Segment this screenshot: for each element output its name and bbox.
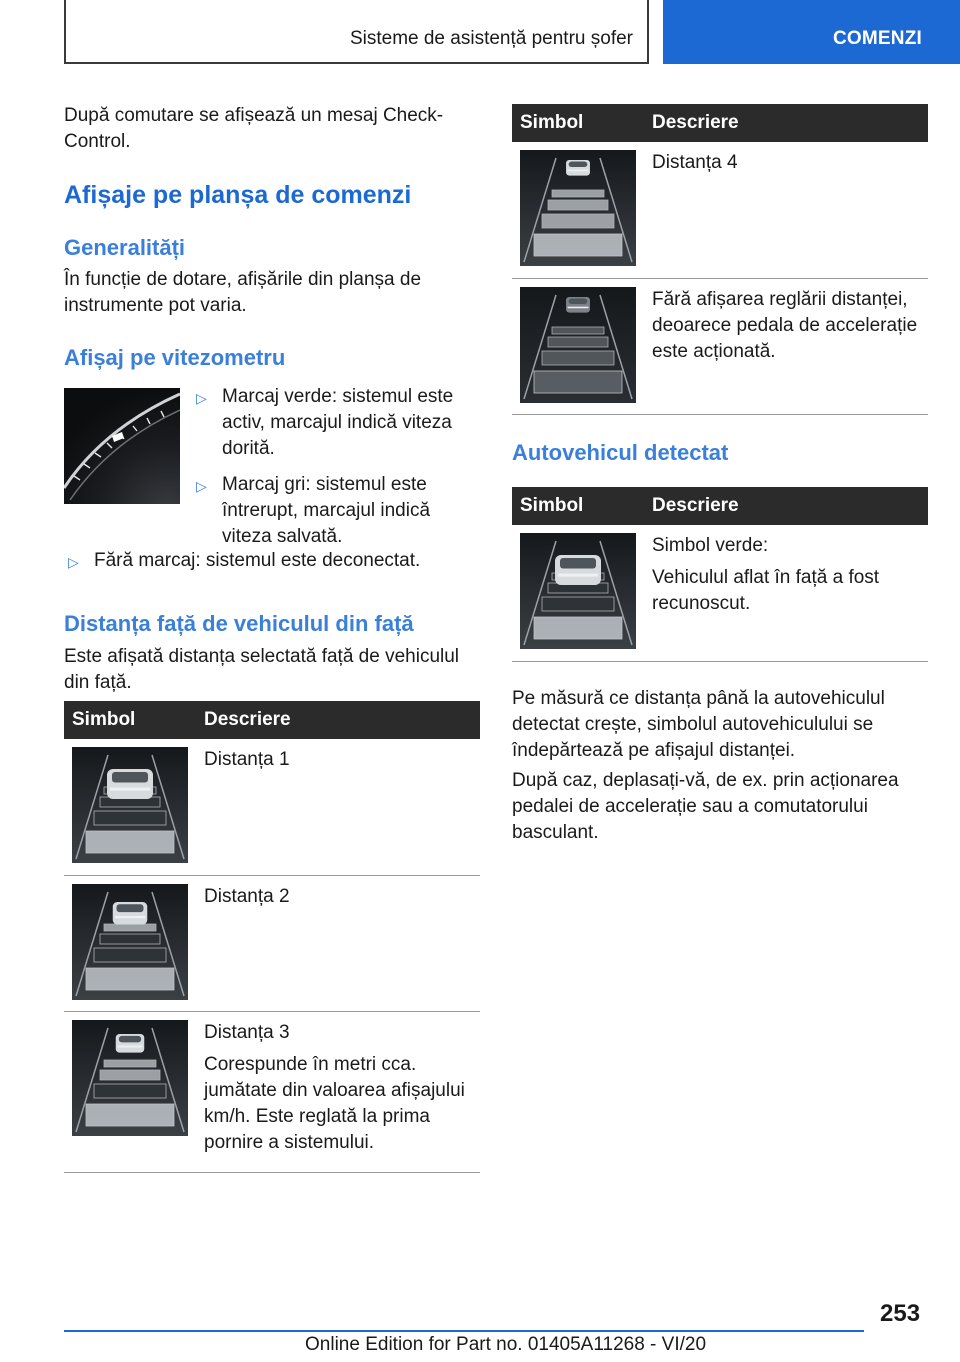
distance-symbol-image: [520, 287, 636, 403]
col-header-description: Descriere: [644, 104, 928, 142]
bullet-no-marker: ▷ Fără marcaj: sistemul este deconectat.: [64, 548, 480, 574]
distance-table-continued: [512, 104, 928, 415]
table-row: [64, 739, 480, 875]
heading-displays: Afișaje pe planșa de comenzi: [64, 181, 412, 209]
row-description: Distanța 4: [652, 152, 738, 173]
table-row: [64, 875, 480, 1011]
detected-table: [512, 487, 928, 662]
row-description: Distanța 2: [204, 885, 290, 907]
bullet-gray-marker: ▷ Marcaj gri: sistemul este întrerupt, marcajul indică viteza salvată.: [196, 474, 431, 547]
footer-edition: Online Edition for Part no. 01405A11268 - VI/20: [305, 1334, 707, 1355]
row-description: Distanța 1: [204, 749, 290, 770]
speedometer-image: [64, 388, 180, 504]
heading-distance: Distanța față de vehiculul din față: [64, 611, 414, 636]
col-header-symbol: Simbol: [512, 487, 644, 525]
distance-symbol-image: [72, 1020, 188, 1136]
footer-divider: [64, 1330, 864, 1332]
detected-para-2: După caz, deplasați-vă, de ex. prin acționarea pedalei de accelerație sau a comutatorului basculant.: [512, 770, 899, 843]
triangle-bullet-icon: ▷: [196, 390, 207, 406]
header-chapter-label: COMENZI: [833, 28, 923, 49]
table-row: [512, 278, 928, 414]
header-section-title: Sisteme de asistență pentru șofer: [349, 28, 633, 49]
row-description-detail: Corespunde în metri cca. jumătate din valoarea afișajului km/h. Este reglată la prima pornire a sistemului.: [204, 1053, 465, 1153]
col-header-description: Descriere: [644, 487, 928, 525]
heading-speedometer: Afișaj pe vitezometru: [64, 345, 286, 370]
distance-symbol-image: [72, 884, 188, 1000]
detected-vehicle-image: [520, 533, 636, 649]
header-chapter-tab[interactable]: [663, 0, 960, 64]
row-description: Fără afișarea reglării distanței, deoarece pedala de accelerație este acționată.: [652, 288, 918, 362]
col-header-symbol: Simbol: [512, 104, 644, 142]
general-text: În funcție de dotare, afișările din planșa de instrumente pot varia.: [64, 269, 422, 316]
distance-symbol-image: [72, 747, 188, 863]
row-description: Distanța 3: [204, 1021, 290, 1043]
distance-symbol-image: [520, 150, 636, 266]
page-number: 253: [880, 1300, 921, 1327]
heading-detected-vehicle: Autovehicul detectat: [512, 440, 729, 465]
heading-general: Generalități: [64, 235, 186, 260]
detected-para-1: Pe măsură ce distanța până la autovehiculul detectat crește, simbolul autovehiculului se îndepărtează pe afișajul distanței.: [512, 688, 885, 761]
speedo-bullets: [192, 384, 480, 560]
intro-text: După comutare se afișează un mesaj Check-Control.: [64, 105, 444, 152]
row-description-detail: Vehiculul aflat în față a fost recunoscut.: [652, 567, 880, 614]
triangle-bullet-icon: ▷: [68, 554, 79, 570]
distance-text: Este afișată distanța selectată față de vehiculul din față.: [64, 646, 460, 693]
table-row: [64, 1011, 480, 1172]
triangle-bullet-icon: ▷: [196, 478, 207, 494]
col-header-symbol: Simbol: [64, 701, 196, 739]
table-row: [512, 142, 928, 278]
speedo-bullets-2: [64, 548, 480, 584]
header-section-box: [64, 0, 649, 64]
col-header-description: Descriere: [196, 701, 480, 739]
table-row: [512, 525, 928, 661]
distance-table: [64, 701, 480, 1173]
row-description: Simbol verde:: [652, 535, 769, 556]
bullet-green-marker: ▷ Marcaj verde: sistemul este activ, marcajul indică viteza dorită.: [196, 386, 454, 459]
